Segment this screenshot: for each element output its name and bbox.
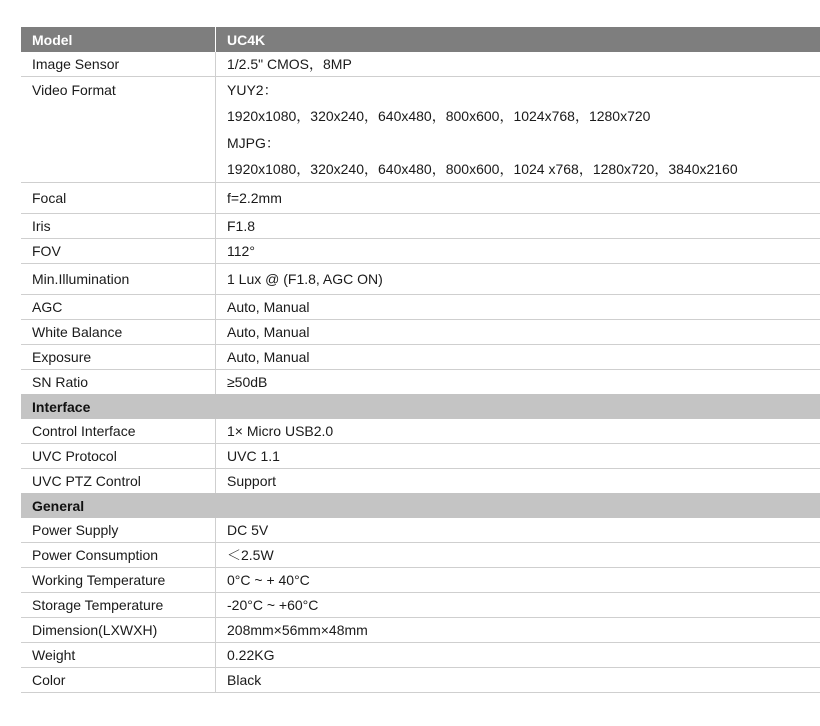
- row-label: Control Interface: [21, 419, 216, 443]
- row-label: Iris: [21, 214, 216, 238]
- table-row-white-balance: [21, 320, 820, 345]
- row-value: Support: [227, 473, 277, 489]
- table-row-min-illumination: [21, 264, 820, 295]
- row-value: 208mm×56mm×48mm: [227, 622, 368, 638]
- row-label: Exposure: [21, 345, 216, 369]
- table-row-control-interface: [21, 419, 820, 444]
- row-label: Working Temperature: [21, 568, 216, 592]
- video-format-line: YUY2：: [227, 82, 278, 99]
- table-row-working-temperature: [21, 568, 820, 593]
- section-header-general: [21, 493, 820, 518]
- row-value: 1/2.5" CMOS，8MP: [227, 56, 352, 72]
- row-label: Dimension(LXWXH): [21, 618, 216, 642]
- row-value: Auto, Manual: [227, 349, 310, 365]
- header-value: UC4K: [227, 31, 266, 48]
- row-value: ≥50dB: [227, 374, 268, 390]
- section-title: General: [32, 497, 85, 514]
- row-label: Focal: [21, 183, 216, 213]
- table-row-iris: [21, 214, 820, 239]
- row-label: UVC Protocol: [21, 444, 216, 468]
- table-row-dimension: [21, 618, 820, 643]
- table-row-power-supply: [21, 518, 820, 543]
- row-label: Min.Illumination: [21, 264, 216, 294]
- table-row-image-sensor: [21, 52, 820, 77]
- table-row-focal: [21, 183, 820, 214]
- row-value: f=2.2mm: [227, 190, 282, 206]
- row-value: ＜2.5W: [227, 547, 274, 563]
- row-value: 1 Lux @ (F1.8, AGC ON): [227, 271, 383, 287]
- row-label: FOV: [21, 239, 216, 263]
- row-value: F1.8: [227, 218, 256, 234]
- row-value: Auto, Manual: [227, 324, 310, 340]
- header-label: Model: [21, 27, 216, 52]
- table-row-color: [21, 668, 820, 693]
- row-value-multiline: [216, 77, 820, 182]
- section-header-interface: [21, 394, 820, 419]
- row-label: White Balance: [21, 320, 216, 344]
- row-label: UVC PTZ Control: [21, 469, 216, 493]
- row-label: Storage Temperature: [21, 593, 216, 617]
- table-row-weight: [21, 643, 820, 668]
- row-value: UVC 1.1: [227, 448, 280, 464]
- table-row-uvc-protocol: [21, 444, 820, 469]
- table-row-uvc-ptz-control: [21, 469, 820, 493]
- row-value: Black: [227, 672, 262, 688]
- table-row-fov: [21, 239, 820, 264]
- table-row-agc: [21, 295, 820, 320]
- row-value: Auto, Manual: [227, 299, 310, 315]
- row-label: SN Ratio: [21, 370, 216, 394]
- row-label: Weight: [21, 643, 216, 667]
- row-value: 1× Micro USB2.0: [227, 423, 334, 439]
- table-row-sn-ratio: [21, 370, 820, 394]
- row-value: 0.22KG: [227, 647, 275, 663]
- spec-table: [21, 27, 820, 693]
- table-row-exposure: [21, 345, 820, 370]
- video-format-line: MJPG：: [227, 134, 280, 151]
- table-row-storage-temperature: [21, 593, 820, 618]
- row-label: Color: [21, 668, 216, 692]
- row-value: 0°C ~ + 40°C: [227, 572, 310, 588]
- video-format-line: 1920x1080，320x240，640x480，800x600，1024x768，1280x720: [227, 108, 651, 125]
- row-label: Power Consumption: [21, 543, 216, 567]
- table-row-power-consumption: [21, 543, 820, 568]
- table-header-row: [21, 27, 820, 52]
- row-value: DC 5V: [227, 522, 269, 538]
- row-value: -20°C ~ +60°C: [227, 597, 319, 613]
- video-format-line: 1920x1080，320x240，640x480，800x600，1024 x768，1280x720，3840x2160: [227, 160, 738, 177]
- row-label: Power Supply: [21, 518, 216, 542]
- row-label: AGC: [21, 295, 216, 319]
- section-title: Interface: [32, 398, 91, 415]
- row-label: Image Sensor: [21, 52, 216, 76]
- table-row-video-format: [21, 77, 820, 183]
- row-label: Video Format: [21, 77, 216, 182]
- row-value: 112°: [227, 243, 255, 259]
